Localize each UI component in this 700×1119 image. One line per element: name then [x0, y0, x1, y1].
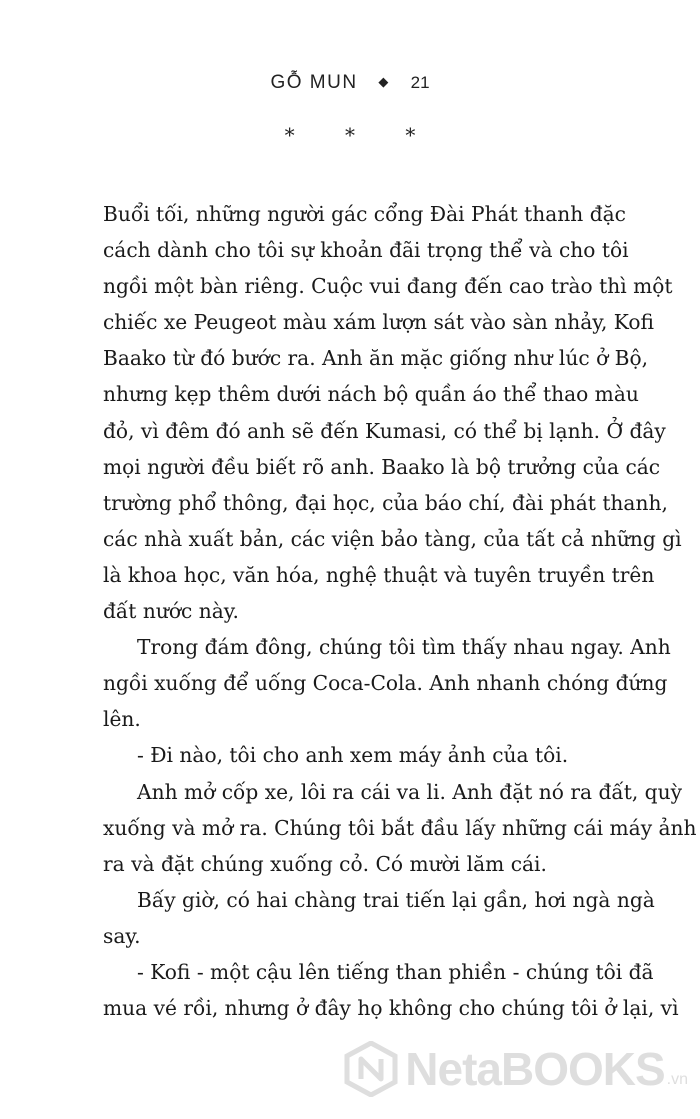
watermark-brand: NetaBOOKS: [405, 1043, 665, 1095]
text-line: Bấy giờ, có hai chàng trai tiến lại gần, hơi ngà ngà: [137, 887, 655, 912]
text-line: - Đi nào, tôi cho anh xem máy ảnh của tôi.: [137, 743, 569, 768]
page-number: 21: [410, 73, 430, 92]
text-line: mua vé rồi, nhưng ở đây họ không cho chúng tôi ở lại, vì: [103, 996, 679, 1021]
text-line: nhưng kẹp thêm dưới nách bộ quần áo thể thao màu: [103, 382, 639, 407]
text-line: xuống và mở ra. Chúng tôi bắt đầu lấy những cái máy ảnh: [103, 815, 697, 840]
text-line: cách dành cho tôi sự khoản đãi trọng thể và cho tôi: [103, 238, 629, 263]
text-line: ngồi một bàn riêng. Cuộc vui đang đến cao trào thì một: [103, 274, 673, 299]
text-line: trường phổ thông, đại học, của báo chí, đài phát thanh,: [103, 490, 668, 515]
netabooks-logo-icon: [343, 1041, 399, 1097]
text-line: chiếc xe Peugeot màu xám lượn sát vào sàn nhảy, Kofi: [103, 310, 654, 335]
text-line: các nhà xuất bản, các viện bảo tàng, của tất cả những gì: [103, 526, 682, 551]
text-line: mọi người đều biết rõ anh. Baako là bộ trưởng của các: [103, 454, 661, 479]
text-line: Baako từ đó bước ra. Anh ăn mặc giống như lúc ở Bộ,: [103, 346, 649, 371]
watermark: [343, 1041, 688, 1097]
section-break: * * *: [284, 123, 438, 147]
text-line: là khoa học, văn hóa, nghệ thuật và tuyên truyền trên: [103, 562, 655, 587]
text-line: đỏ, vì đêm đó anh sẽ đến Kumasi, có thể bị lạnh. Ở đây: [103, 418, 666, 443]
text-line: lên.: [103, 707, 141, 732]
text-line: ra và đặt chúng xuống cỏ. Có mười lăm cái.: [103, 851, 547, 876]
text-line: Buổi tối, những người gác cổng Đài Phát thanh đặc: [103, 202, 626, 226]
body-text: [103, 196, 697, 1026]
text-line: Anh mở cốp xe, lôi ra cái va li. Anh đặt nó ra đất, quỳ: [137, 779, 683, 804]
text-line: - Kofi - một cậu lên tiếng than phiền - chúng tôi đã: [137, 959, 654, 984]
text-line: say.: [103, 923, 141, 948]
text-line: Trong đám đông, chúng tôi tìm thấy nhau ngay. Anh: [137, 635, 671, 660]
diamond-separator-icon: ◆: [378, 74, 390, 89]
text-line: ngồi xuống để uống Coca-Cola. Anh nhanh chóng đứng: [103, 671, 668, 696]
running-header: [0, 72, 700, 94]
book-title: GỖ MUN: [270, 72, 358, 93]
watermark-suffix: .vn: [666, 1071, 688, 1088]
text-line: đất nước này.: [103, 599, 239, 624]
